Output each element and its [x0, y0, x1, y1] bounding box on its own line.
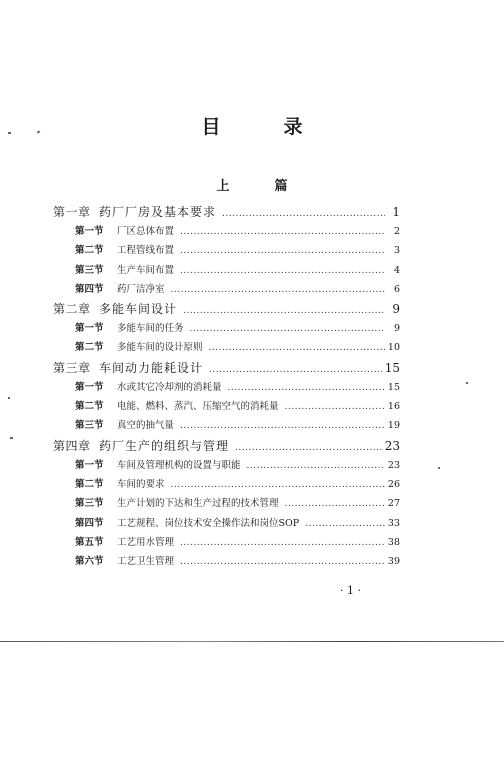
toc-entry-number: 第三章	[53, 360, 91, 375]
toc-entry-number: 第二节	[75, 245, 104, 257]
toc-entry-page: 6	[393, 283, 400, 295]
toc-entry-page: 38	[387, 536, 400, 548]
toc-section-row[interactable]	[53, 417, 400, 436]
toc-entry-number: 第四节	[75, 517, 104, 529]
toc-entry-title: 药厂洁净室	[117, 283, 165, 295]
table-of-contents	[53, 203, 400, 572]
toc-section-row[interactable]	[53, 398, 400, 417]
toc-entry-title: 多能车间的任务	[117, 323, 184, 335]
toc-entry-page: 27	[387, 498, 400, 510]
toc-entry-number: 第二节	[75, 478, 104, 490]
dot-leader	[180, 227, 385, 237]
toc-entry-page: 9	[392, 302, 400, 317]
toc-entry-number: 第一节	[75, 381, 104, 393]
page-number: · 1 ·	[340, 584, 361, 597]
dot-leader	[209, 343, 385, 353]
scan-speck	[8, 132, 11, 134]
dot-leader	[228, 383, 385, 393]
toc-entry-page: 3	[393, 245, 400, 257]
toc-entry-title: 工程管线布置	[117, 245, 175, 257]
toc-entry-title: 工艺用水管理	[117, 536, 175, 548]
toc-section-row[interactable]	[53, 339, 400, 358]
toc-entry-title: 厂区总体布置	[117, 226, 175, 237]
dot-leader	[285, 499, 385, 509]
dot-leader	[171, 480, 385, 490]
toc-entry-page: 15	[387, 381, 400, 393]
dot-leader	[285, 402, 385, 412]
page-title: 目 录	[201, 116, 325, 138]
toc-entry-title: 生产车间布置	[117, 264, 175, 276]
scan-speck	[8, 397, 10, 399]
toc-entry-number: 第二节	[75, 401, 104, 413]
dot-leader	[180, 266, 385, 276]
toc-chapter-row[interactable]	[53, 437, 400, 457]
toc-entry-page: 26	[387, 478, 400, 490]
toc-section-row[interactable]	[53, 242, 400, 261]
toc-section-row[interactable]	[53, 457, 400, 476]
toc-entry-number: 第一节	[75, 459, 104, 471]
toc-entry-number: 第六节	[75, 556, 104, 568]
scan-speck	[10, 437, 13, 439]
dot-leader	[305, 519, 385, 529]
toc-entry-title: 真空的抽气量	[117, 420, 175, 432]
dot-leader	[171, 285, 385, 295]
toc-entry-title: 车间动力能耗设计	[99, 360, 204, 375]
toc-entry-title: 工艺规程、岗位技术安全操作法和岗位SOP	[117, 517, 300, 529]
toc-entry-title: 生产计划的下达和生产过程的技术管理	[117, 498, 279, 510]
toc-section-row[interactable]	[53, 553, 400, 572]
toc-entry-number: 第一节	[75, 323, 104, 335]
dot-leader	[183, 306, 385, 316]
toc-entry-title: 工艺卫生管理	[117, 556, 175, 568]
toc-section-row[interactable]	[53, 262, 400, 281]
toc-section-row[interactable]	[53, 515, 400, 534]
toc-entry-page: 4	[393, 264, 400, 276]
toc-entry-number: 第五节	[75, 536, 104, 548]
toc-section-row[interactable]	[53, 534, 400, 553]
toc-section-row[interactable]	[53, 281, 400, 300]
toc-section-row[interactable]	[53, 476, 400, 495]
toc-entry-page: 33	[387, 517, 400, 529]
toc-section-row[interactable]	[53, 379, 400, 398]
toc-chapter-row[interactable]	[53, 359, 400, 379]
toc-entry-page: 39	[387, 556, 400, 568]
toc-entry-page: 23	[387, 459, 400, 471]
toc-section-row[interactable]	[53, 223, 400, 242]
scan-edge-line	[0, 641, 504, 642]
toc-entry-title: 多能车间的设计原则	[117, 342, 203, 354]
toc-chapter-row[interactable]	[53, 300, 400, 320]
toc-entry-page: 10	[387, 342, 400, 354]
toc-entry-page: 15	[384, 360, 400, 375]
toc-entry-number: 第三节	[75, 264, 104, 276]
dot-leader	[180, 538, 385, 548]
toc-entry-page: 2	[393, 226, 400, 237]
toc-entry-number: 第二节	[75, 342, 104, 354]
scan-speck	[466, 382, 468, 384]
toc-section-row[interactable]	[53, 320, 400, 339]
toc-chapter-row[interactable]	[53, 203, 400, 223]
dot-leader	[180, 246, 385, 256]
toc-entry-page: 19	[387, 420, 400, 432]
dot-leader	[209, 365, 382, 375]
toc-entry-page: 1	[392, 205, 400, 219]
scan-speck	[438, 467, 440, 469]
toc-entry-title: 水或其它冷却剂的消耗量	[117, 381, 222, 393]
toc-entry-title: 电能、燃料、蒸汽、压缩空气的消耗量	[117, 401, 279, 413]
dot-leader	[247, 461, 385, 471]
toc-entry-number: 第四章	[53, 438, 91, 453]
dot-leader	[190, 324, 385, 334]
dot-leader	[235, 443, 382, 453]
dot-leader	[180, 557, 385, 567]
toc-entry-number: 第一章	[53, 205, 91, 219]
toc-entry-title: 车间及管理机构的设置与职能	[117, 459, 241, 471]
toc-entry-page: 23	[384, 438, 400, 453]
toc-entry-number: 第二章	[53, 302, 91, 317]
toc-entry-number: 第三节	[75, 420, 104, 432]
toc-entry-number: 第四节	[75, 283, 104, 295]
toc-entry-page: 9	[393, 323, 400, 335]
toc-section-row[interactable]	[53, 495, 400, 514]
toc-entry-title: 多能车间设计	[99, 302, 178, 317]
toc-entry-number: 第三节	[75, 498, 104, 510]
dot-leader	[222, 209, 385, 219]
toc-entry-title: 药厂厂房及基本要求	[99, 205, 217, 219]
toc-entry-title: 车间的要求	[117, 478, 165, 490]
toc-entry-title: 药厂生产的组织与管理	[99, 438, 230, 453]
dot-leader	[180, 421, 385, 431]
toc-entry-number: 第一节	[75, 226, 104, 237]
part-title: 上 篇	[216, 179, 304, 194]
toc-entry-page: 16	[387, 401, 400, 413]
